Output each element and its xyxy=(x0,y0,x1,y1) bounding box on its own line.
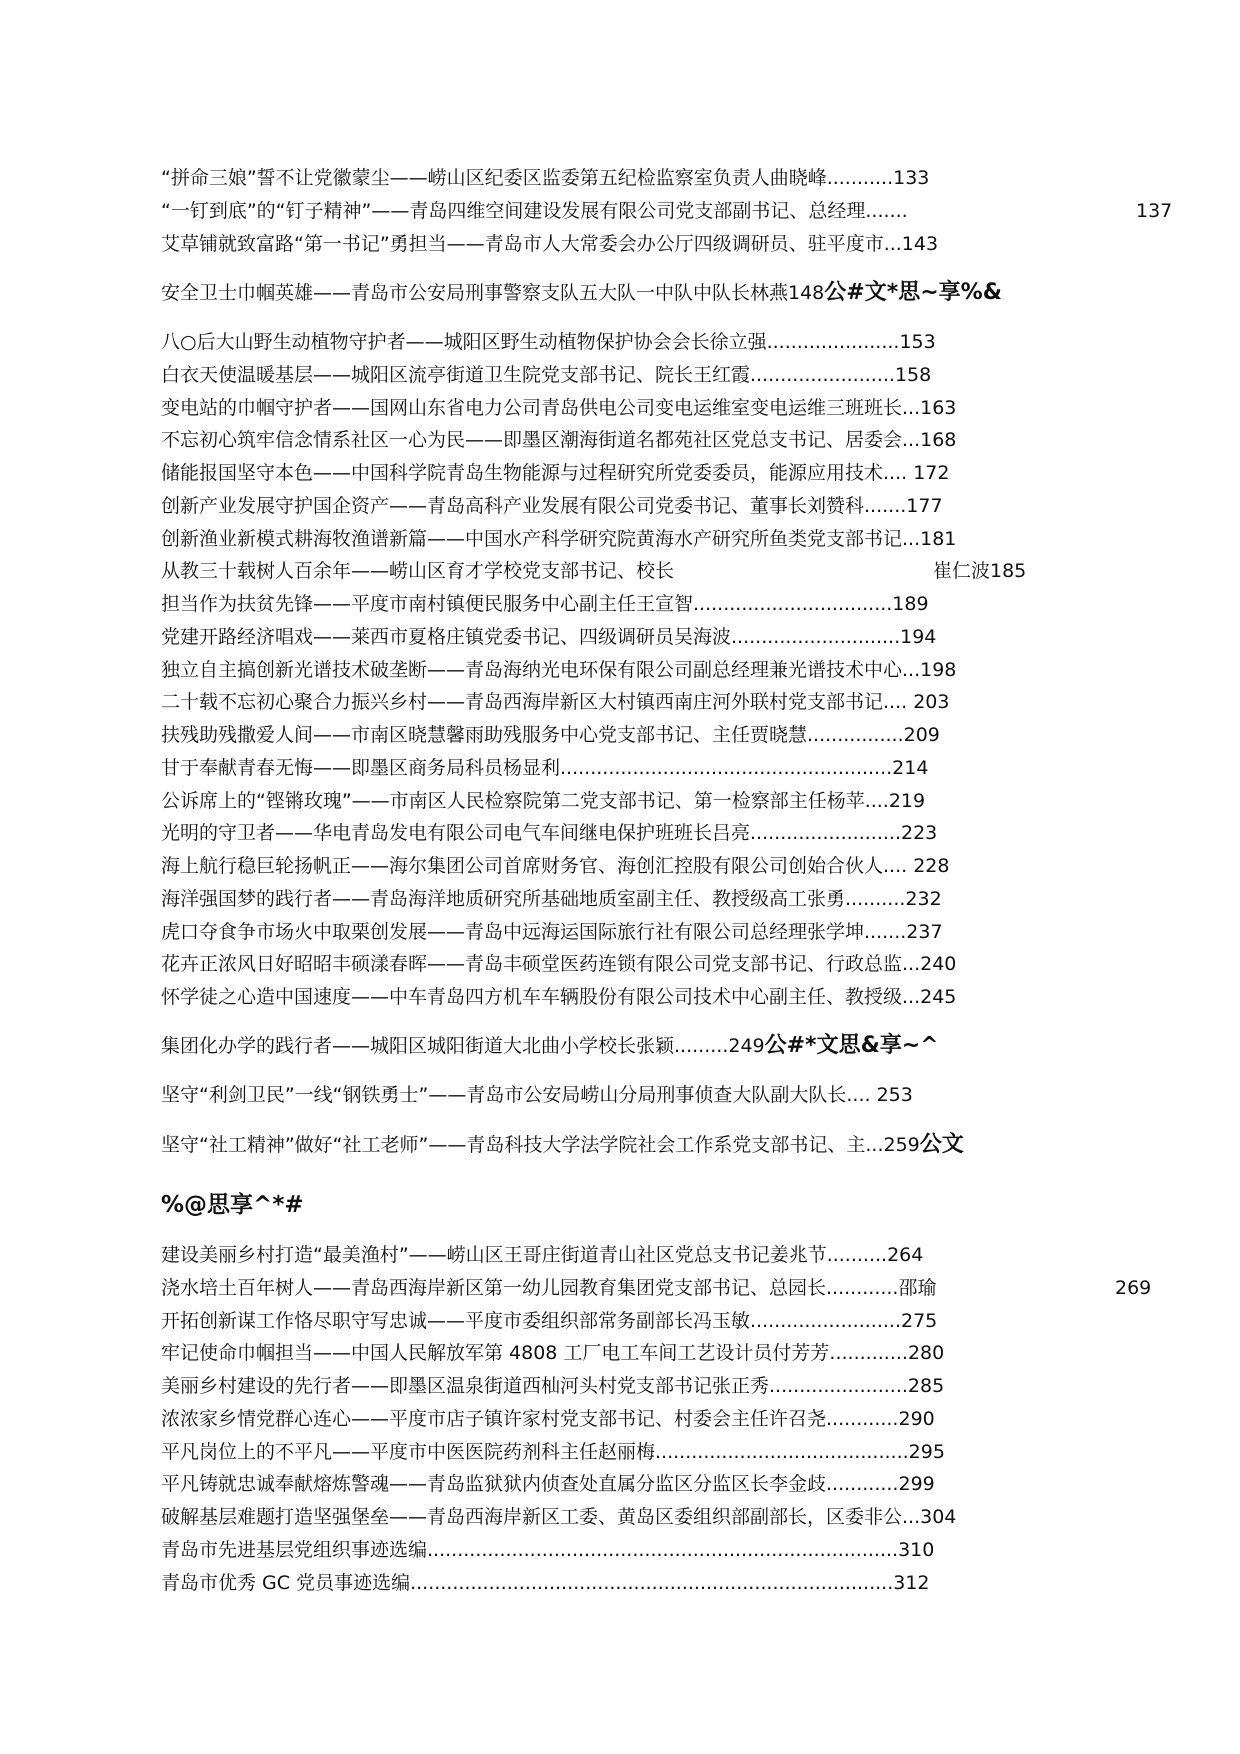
toc-entry-text: 破解基层难题打造坚强堡垒——青岛西海岸新区工委、黄岛区委组织部副部长，区委非公...304 xyxy=(161,1506,957,1528)
toc-entry-text: 浇水培土百年树人——青岛西海岸新区第一幼儿园教育集团党支部书记、总园长............邵瑜 xyxy=(161,1277,937,1299)
toc-page-number: 269 xyxy=(1115,1277,1152,1299)
toc-entry xyxy=(161,527,956,551)
watermark-text: 公#*文思&享~^ xyxy=(764,1033,939,1058)
toc-entry xyxy=(161,1472,935,1496)
toc-entry-text: 八○后大山野生动植物守护者——城阳区野生动植物保护协会会长徐立强......................153 xyxy=(161,331,936,353)
toc-entry-text: 储能报国坚守本色——中国科学院青岛生物能源与过程研究所党委委员，能源应用技术.... 172 xyxy=(161,462,950,484)
toc-entry-text: 花卉正浓风日好昭昭丰硕漾春晖——青岛丰硕堂医药连锁有限公司党支部书记、行政总监...240 xyxy=(161,953,957,975)
toc-entry xyxy=(161,232,938,256)
toc-entry-text: 海上航行稳巨轮扬帆正——海尔集团公司首席财务官、海创汇控股有限公司创始合伙人.... 228 xyxy=(161,855,950,877)
toc-entry xyxy=(161,396,956,420)
toc-entry-text: 二十载不忘初心聚合力振兴乡村——青岛西海岸新区大村镇西南庄河外联村党支部书记.... 203 xyxy=(161,691,950,713)
toc-entry xyxy=(161,281,1002,305)
toc-entry-text: 安全卫士巾帼英雄——青岛市公安局刑事警察支队五大队一中队中队长林燕148 xyxy=(161,282,825,304)
toc-entry-text: 创新渔业新模式耕海牧渔谱新篇——中国水产科学研究院黄海水产研究所鱼类党支部书记...181 xyxy=(161,528,957,550)
toc-entry-text: 浓浓家乡情党群心连心——平度市店子镇许家村党支部书记、村委会主任许召尧............290 xyxy=(161,1408,935,1430)
toc-entry-text: 牢记使命巾帼担当——中国人民解放军第 4808 工厂电工车间工艺设计员付芳芳.............280 xyxy=(161,1342,945,1364)
toc-entry xyxy=(161,166,929,190)
toc-entry xyxy=(161,330,936,354)
toc-entry-text: 光明的守卫者——华电青岛发电有限公司电气车间继电保护班班长吕亮.........................223 xyxy=(161,822,938,844)
toc-entry xyxy=(161,985,956,1009)
toc-entry-text: 党建开路经济唱戏——莱西市夏格庄镇党委书记、四级调研员吴海波............................194 xyxy=(161,626,937,648)
toc-entry xyxy=(161,1505,956,1529)
toc-entry-text: 平凡铸就忠诚奉献熔炼警魂——青岛监狱狱内侦查处直属分监区分监区长李金歧............299 xyxy=(161,1473,935,1495)
toc-entry-tail: 崔仁波185 xyxy=(933,560,1027,582)
toc-entry xyxy=(161,1083,913,1107)
toc-entry xyxy=(161,428,956,452)
toc-entry xyxy=(161,1407,935,1431)
toc-entry xyxy=(161,789,925,813)
toc-entry xyxy=(161,494,943,518)
toc-entry xyxy=(161,1276,936,1300)
toc-entry xyxy=(161,625,936,649)
toc-entry xyxy=(161,723,940,747)
toc-entry-text: 创新产业发展守护国企资产——青岛高科产业发展有限公司党委书记、董事长刘赞科.......177 xyxy=(161,495,943,517)
toc-entry xyxy=(161,854,949,878)
toc-entry xyxy=(161,1571,930,1595)
watermark-text: 公文 xyxy=(919,1132,964,1157)
toc-entry-text: 不忘初心筑牢信念情系社区一心为民——即墨区潮海街道名都苑社区党总支书记、居委会...168 xyxy=(161,429,957,451)
toc-entry-text: 变电站的巾帼守护者——国网山东省电力公司青岛供电公司变电运维室变电运维三班班长...163 xyxy=(161,397,957,419)
toc-entry-text: 扶残助残撒爱人间——市南区晓慧馨雨助残服务中心党支部书记、主任贾晓慧................209 xyxy=(161,724,940,746)
toc-entry-text: 建设美丽乡村打造“最美渔村”——崂山区王哥庄街道青山社区党总支书记姜兆节..........264 xyxy=(161,1244,924,1266)
toc-entry xyxy=(161,461,949,485)
toc-entry xyxy=(161,1133,964,1157)
toc-entry xyxy=(161,1440,945,1464)
toc-entry-text: 公诉席上的“铿锵玫瑰”——市南区人民检察院第二党支部书记、第一检察部主任杨苹....219 xyxy=(161,790,926,812)
toc-entry-text: 开拓创新谋工作恪尽职守写忠诚——平度市委组织部常务副部长冯玉敏.........................275 xyxy=(161,1310,938,1332)
toc-entry-text: 青岛市优秀 GC 党员事迹选编................................................................................312 xyxy=(161,1572,930,1594)
toc-entry xyxy=(161,1374,944,1398)
toc-entry-text: 虎口夺食争市场火中取栗创发展——青岛中远海运国际旅行社有限公司总经理张学坤.......237 xyxy=(161,921,943,943)
toc-entry xyxy=(161,690,949,714)
toc-entry-text: 怀学徒之心造中国速度——中车青岛四方机车车辆股份有限公司技术中心副主任、教授级...245 xyxy=(161,986,957,1008)
toc-entry-text: 美丽乡村建设的先行者——即墨区温泉街道西杣河头村党支部书记张正秀.......................285 xyxy=(161,1375,945,1397)
toc-entry-text: 海洋强国梦的践行者——青岛海洋地质研究所基础地质室副主任、教授级高工张勇..........232 xyxy=(161,888,942,910)
toc-entry-text: 平凡岗位上的不平凡——平度市中医医院药剂科主任赵丽梅..........................................295 xyxy=(161,1441,945,1463)
toc-entry xyxy=(161,920,943,944)
toc-entry xyxy=(161,952,956,976)
toc-entry-text: “拼命三娘”誓不让党徽蒙尘——崂山区纪委区监委第五纪检监察室负责人曲晓峰...........133 xyxy=(161,167,930,189)
toc-entry-text: 集团化办学的践行者——城阳区城阳街道大北曲小学校长张颖.........249 xyxy=(161,1035,765,1057)
toc-entry xyxy=(161,1538,934,1562)
toc-entry xyxy=(161,887,942,911)
toc-entry xyxy=(161,1341,944,1365)
toc-entry-text: 艾草铺就致富路“第一书记”勇担当——青岛市人大常委会办公厅四级调研员、驻平度市...143 xyxy=(161,233,939,255)
toc-page-number: 137 xyxy=(1136,200,1173,222)
toc-entry xyxy=(161,821,937,845)
toc-entry xyxy=(161,658,956,682)
toc-entry xyxy=(161,1034,939,1058)
toc-entry-text: “一钉到底”的“钉子精神”——青岛四维空间建设发展有限公司党支部副书记、总经理....... xyxy=(161,200,908,222)
toc-entry xyxy=(161,1243,923,1267)
toc-entry-text: 担当作为扶贫先锋——平度市南村镇便民服务中心副主任王宣智.................................189 xyxy=(161,593,929,615)
toc-entry-text: 青岛市先进基层党组织事迹选编..............................................................................310 xyxy=(161,1539,935,1561)
toc-entry xyxy=(161,363,931,387)
toc-entry-text: 白衣天使温暖基层——城阳区流亭街道卫生院党支部书记、院长王红霞........................158 xyxy=(161,364,932,386)
toc-entry-text: 甘于奉献青春无悔——即墨区商务局科员杨显利.......................................................214 xyxy=(161,757,929,779)
toc-entry xyxy=(161,559,674,583)
watermark-line: %@思享^*# xyxy=(161,1192,304,1218)
toc-entry xyxy=(161,1309,937,1333)
toc-entry-text: 坚守“社工精神”做好“社工老师”——青岛科技大学法学院社会工作系党支部书记、主...259 xyxy=(161,1134,920,1156)
toc-entry-text: 独立自主搞创新光谱技术破垄断——青岛海纳光电环保有限公司副总经理兼光谱技术中心...198 xyxy=(161,659,957,681)
toc-entry xyxy=(161,199,908,223)
toc-entry-text: 从教三十载树人百余年——崂山区育才学校党支部书记、校长 xyxy=(161,560,675,582)
toc-entry-text: 坚守“利剑卫民”一线“钢铁勇士”——青岛市公安局崂山分局刑事侦查大队副大队长.... 253 xyxy=(161,1084,913,1106)
watermark-text: 公#文*思~享%& xyxy=(824,280,1002,305)
toc-entry xyxy=(161,592,929,616)
toc-entry xyxy=(161,756,928,780)
